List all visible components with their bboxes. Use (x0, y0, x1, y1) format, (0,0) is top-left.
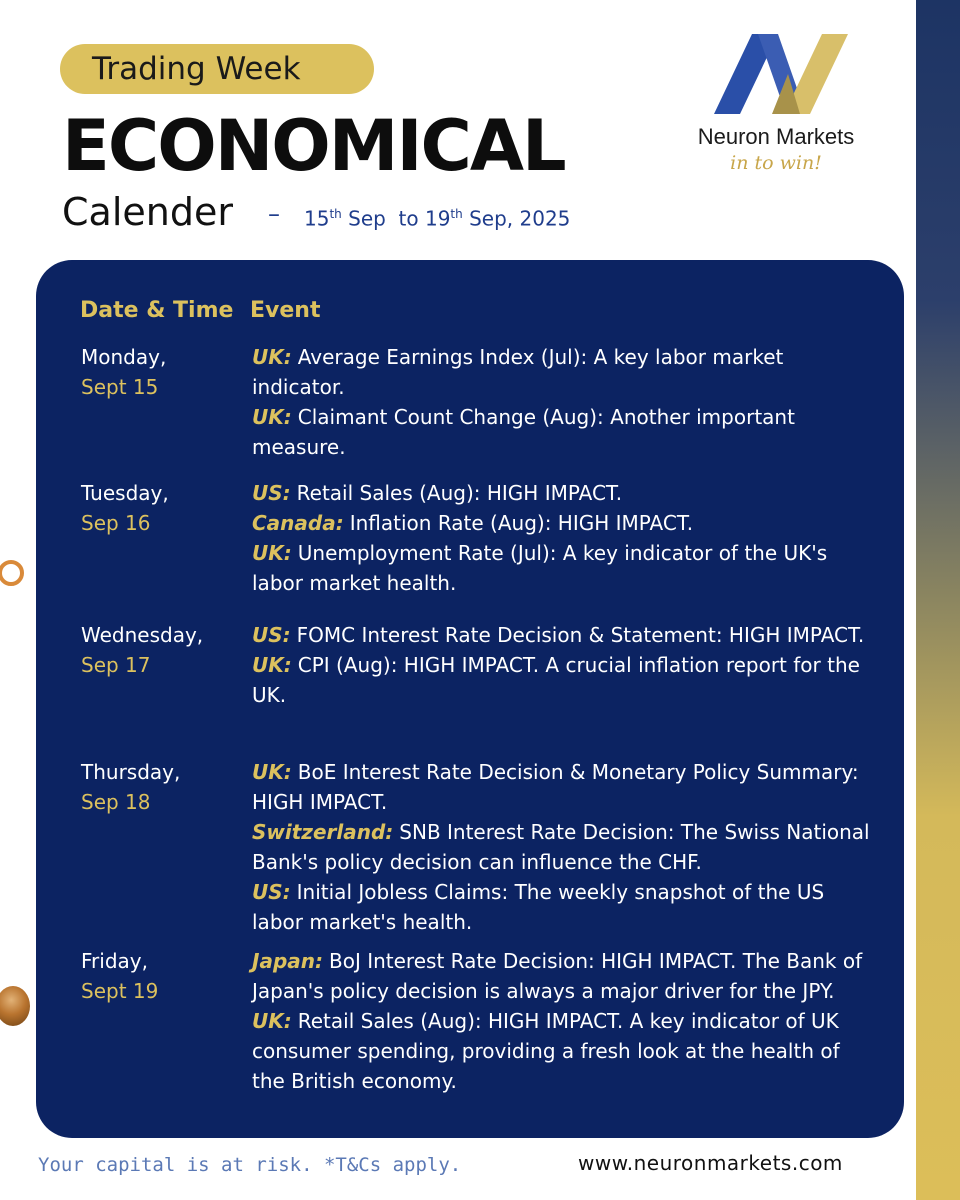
event-country: UK: (252, 760, 292, 784)
day-date: Sep 17 (81, 653, 151, 677)
event-country: Canada: (252, 511, 344, 535)
event-item (252, 620, 872, 650)
event-country: UK: (252, 405, 292, 429)
day-label-wednesday (81, 620, 203, 680)
page-title: ECONOMICAL (62, 105, 565, 187)
events-thursday (252, 757, 872, 937)
event-text: FOMC Interest Rate Decision & Statement: HIGH IMPACT. (296, 623, 865, 647)
event-country: Switzerland: (252, 820, 394, 844)
range-end-suffix: th (450, 207, 463, 221)
event-item (252, 478, 872, 508)
day-name: Monday, (81, 345, 167, 369)
event-country: UK: (252, 1009, 292, 1033)
events-tuesday (252, 478, 872, 598)
events-monday (252, 342, 872, 462)
event-country: UK: (252, 541, 292, 565)
column-header-event: Event (250, 298, 321, 323)
day-name: Friday, (81, 949, 148, 973)
day-label-monday (81, 342, 166, 402)
event-text: Retail Sales (Aug): HIGH IMPACT. (296, 481, 623, 505)
event-text: Initial Jobless Claims: The weekly snapshot of the US labor market's health. (252, 880, 825, 934)
brand-name: Neuron Markets (697, 124, 855, 149)
page-subtitle: Calender (62, 190, 233, 234)
day-date: Sep 18 (81, 790, 151, 814)
event-item (252, 342, 872, 402)
event-country: UK: (252, 653, 292, 677)
range-middle: Sep to 19 (341, 206, 451, 231)
event-country: US: (252, 623, 291, 647)
event-text: CPI (Aug): HIGH IMPACT. A crucial inflation report for the UK. (252, 653, 860, 707)
event-country: Japan: (252, 949, 323, 973)
event-text: Retail Sales (Aug): HIGH IMPACT. A key indicator of UK consumer spending, providing a fresh look at the health of the British economy. (252, 1009, 840, 1093)
event-country: US: (252, 880, 291, 904)
range-start-day: 15 (304, 206, 330, 231)
event-country: US: (252, 481, 291, 505)
event-item (252, 402, 872, 462)
event-item (252, 946, 872, 1006)
date-range (304, 200, 570, 233)
decorative-ring (0, 560, 24, 586)
events-friday (252, 946, 872, 1096)
event-text: BoJ Interest Rate Decision: HIGH IMPACT. The Bank of Japan's policy decision is always a major driver for the JPY. (252, 949, 863, 1003)
column-header-date: Date & Time (80, 298, 234, 323)
event-text: Inflation Rate (Aug): HIGH IMPACT. (349, 511, 694, 535)
event-item (252, 757, 872, 817)
event-text: Unemployment Rate (Jul): A key indicator of the UK's labor market health. (252, 541, 828, 595)
day-date: Sept 15 (81, 375, 159, 399)
neuron-logo-icon (714, 34, 860, 118)
trading-week-badge: Trading Week (60, 44, 374, 94)
event-country: UK: (252, 345, 292, 369)
website-link[interactable]: www.neuronmarkets.com (578, 1151, 843, 1175)
risk-disclaimer: Your capital is at risk. *T&Cs apply. (38, 1154, 462, 1176)
event-text: BoE Interest Rate Decision & Monetary Policy Summary: HIGH IMPACT. (252, 760, 859, 814)
event-item (252, 817, 872, 877)
decorative-ball (0, 986, 30, 1026)
event-item (252, 508, 872, 538)
event-item (252, 650, 872, 710)
event-text: Average Earnings Index (Jul): A key labor market indicator. (252, 345, 784, 399)
range-end: Sep, 2025 (462, 206, 571, 231)
day-name: Thursday, (81, 760, 181, 784)
event-item (252, 538, 872, 598)
brand-logo (680, 30, 872, 190)
events-wednesday (252, 620, 872, 710)
title-dash: – (268, 200, 280, 228)
range-start-suffix: th (329, 207, 342, 221)
day-label-friday (81, 946, 158, 1006)
day-date: Sep 16 (81, 511, 151, 535)
day-date: Sept 19 (81, 979, 159, 1003)
day-name: Tuesday, (81, 481, 169, 505)
event-text: Claimant Count Change (Aug): Another important measure. (252, 405, 795, 459)
event-text: SNB Interest Rate Decision: The Swiss National Bank's policy decision can influence the CHF. (252, 820, 870, 874)
day-label-thursday (81, 757, 180, 817)
day-name: Wednesday, (81, 623, 204, 647)
day-label-tuesday (81, 478, 169, 538)
side-gradient-stripe (916, 0, 960, 1200)
event-item (252, 1006, 872, 1096)
event-item (252, 877, 872, 937)
brand-tagline: in to win! (730, 152, 822, 174)
